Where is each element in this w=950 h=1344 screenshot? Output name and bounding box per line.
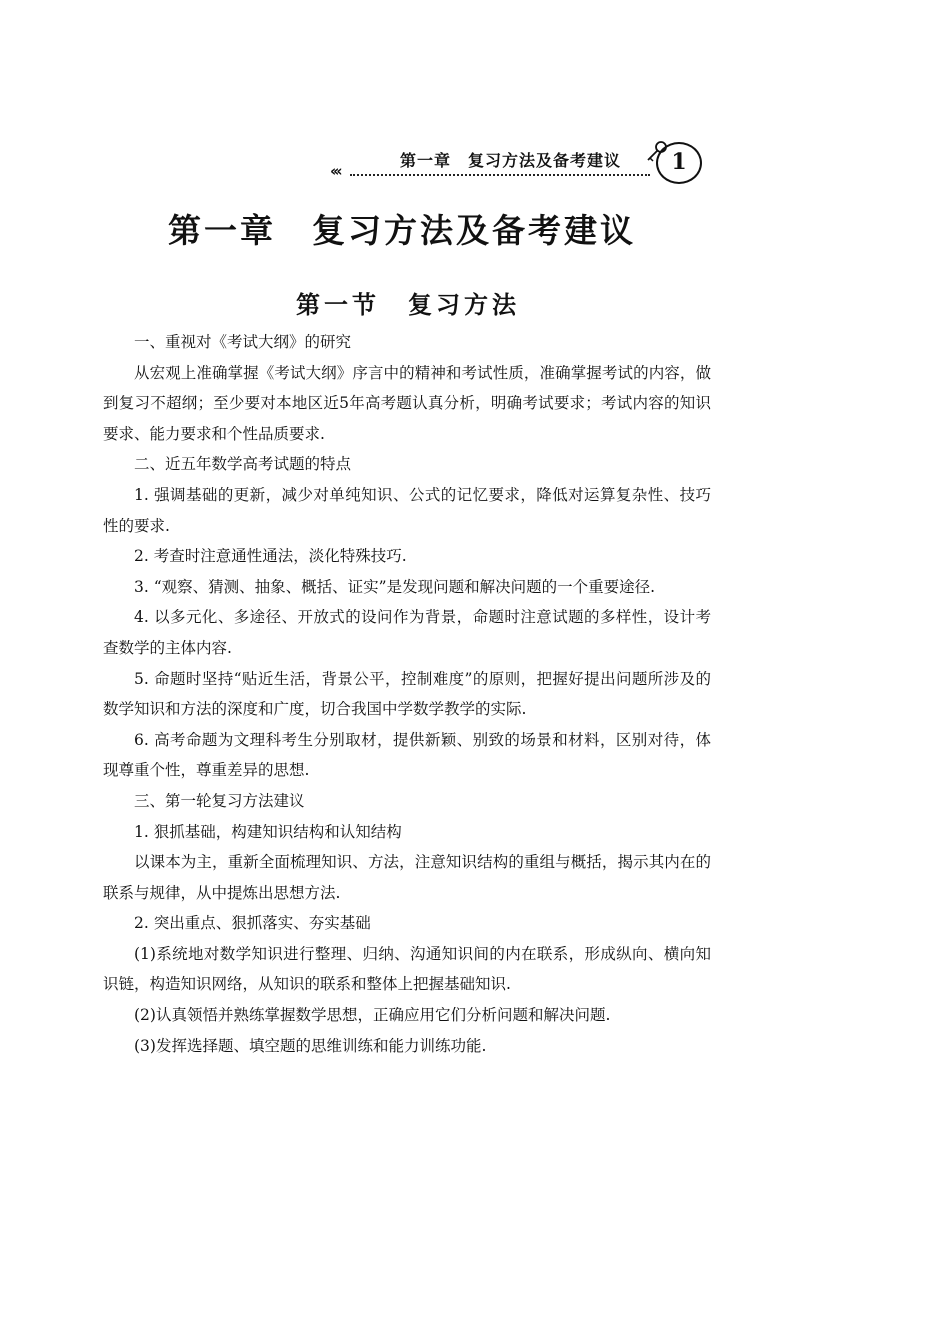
list-item: 2. 考查时注意通性通法，淡化特殊技巧. [134,547,407,566]
paragraph: 以课本为主，重新全面梳理知识、方法，注意知识结构的重组与概括，揭示其内在的联系与规律，从中提炼出思想方法. [103,853,711,902]
heading-3: 三、第一轮复习方法建议 [134,791,305,810]
list-item: 5. 命题时坚持“贴近生活，背景公平，控制难度”的原则，把握好提出问题所涉及的数学知识和方法的深度和广度，切合我国中学数学教学的实际. [103,669,711,719]
list-item: (1)系统地对数学知识进行整理、归纳、沟通知识间的内在联系，形成纵向、横向知识链，构造知识网络，从知识的联系和整体上把握基础知识. [103,944,711,994]
heading-2: 二、近五年数学高考试题的特点 [134,455,352,474]
running-header [330,138,710,188]
list-item: (3)发挥选择题、填空题的思维训练和能力训练功能. [134,1036,487,1055]
running-header-title: 第一章 复习方法及备考建议 [400,151,622,170]
list-item: 4. 以多元化、多途径、开放式的设问作为背景，命题时注意试题的多样性，设计考查数学的主体内容. [103,608,711,657]
heading-1: 一、重视对《考试大纲》的研究 [134,333,352,351]
dotted-rule [350,174,650,176]
list-item: 3. “观察、猜测、抽象、概括、证实”是发现问题和解决问题的一个重要途径. [134,577,655,596]
page-number: 1 [656,142,702,184]
list-item: 1. 强调基础的更新，减少对单纯知识、公式的记忆要求，降低对运算复杂性、技巧性的要求. [103,485,711,535]
paragraph: 从宏观上准确掌握《考试大纲》序言中的精神和考试性质，准确掌握考试的内容，做到复习不超纲；至少要对本地区近5年高考题认真分析，明确考试要求；考试内容的知识要求、能力要求和个性品质要求. [103,363,711,443]
body-text [103,327,711,1061]
section-title: 第一节 复习方法 [296,290,520,319]
chapter-title: 第一章 复习方法及备考建议 [168,211,636,250]
sub-heading: 2. 突出重点、狠抓落实、夯实基础 [134,914,371,933]
list-item: (2)认真领悟并熟练掌握数学思想，正确应用它们分析问题和解决问题. [134,1006,611,1025]
sub-heading: 1. 狠抓基础，构建知识结构和认知结构 [134,822,402,841]
arrows-decoration: ‹‹‹ [330,162,340,180]
list-item: 6. 高考命题为文理科考生分别取材，提供新颖、别致的场景和材料，区别对待，体现尊重个性，尊重差异的思想. [103,730,711,780]
